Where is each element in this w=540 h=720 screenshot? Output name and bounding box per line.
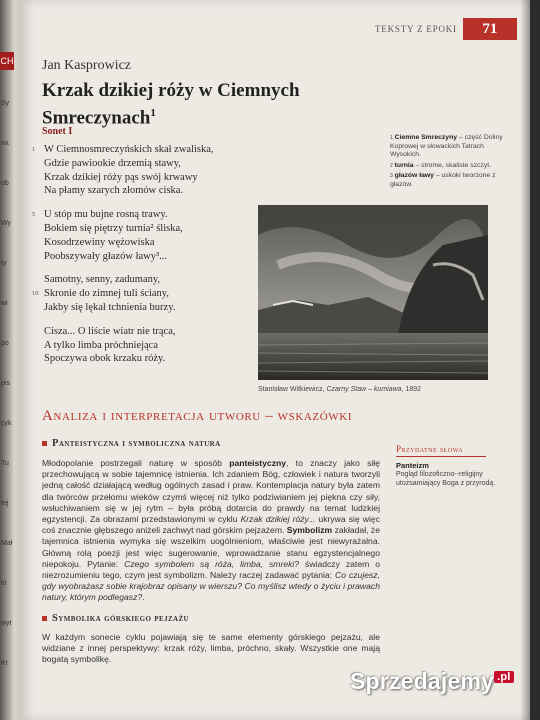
left-page-fragment: tw. (1, 140, 10, 147)
poem-line (36, 339, 214, 353)
poem-line-text: Cisza... O liście wiatr nie trąca, (44, 325, 176, 337)
poem-line-text: Bokiem się piętrzy turnia² śliska, (44, 222, 183, 234)
footnote-text: – część Doliny Koprowej w słowackich Tatrach Wysokich. (390, 134, 503, 159)
section1-heading: Panteistyczna i symboliczna natura (42, 438, 221, 449)
page-number: 71 (463, 18, 517, 40)
section1-text: Młodopolanie postrzegali naturę w sposób panteistyczny, to znaczy jako siłę przechowującą w sobie tajemnicę istnienia. Ich zdaniem Bóg, człowiek i natura tworzyli jedną całość działającą według ogólnych zasad i praw. Kontemplacja natury była zatem dla twórców przełomu wieków czymś więcej niż tylko podziwianiem jej piękna czy siły, wsłuchiwaniem się w jej rytm – była próbą dotarcia do prawdy na temat ludzkiej egzystencji. Za obrazami przedstawionymi w cyklu Krzak dzikiej róży... ukrywa się więc coś znacznie głębszego aniżeli zachwyt nad górskim pejzażem. Symbolizm zakładał, że tajemnica istnienia wymyka się wszelkim uogólnieniom, właściwie jest niewyrażalna. Główną rolą poezji jest więc sugerowanie, wprowadzanie stanu egzystencjalnego niepokoju. Pytanie: Czego symbolem są róża, limba, smreki? świadczy zatem o niezrozumieniu tego, czym jest symbolizm. Należy raczej zadawać pytania: Co czujesz, gdy wyobrażasz sobie krajobraz opisany w wierszu? Co myślisz wtedy o życiu i prawach natury, którym podlegasz?. (42, 458, 380, 603)
page-header (375, 18, 517, 40)
useful-words-heading: Przydatne słowa (396, 444, 486, 457)
site-watermark: Sprzedajemy $^{.pl}$ (350, 668, 514, 695)
stanza-gap (36, 198, 214, 208)
poem-line-text: Samotny, senny, zadumany, (44, 274, 161, 286)
footnote-text: – uskoki tworzone z głazów. (390, 172, 496, 188)
author-name: Jan Kasprowicz (42, 58, 132, 73)
poem-line (36, 250, 214, 264)
poem-title: Krzak dzikiej róży w Ciemnych Smreczynach$^1$ (42, 80, 300, 129)
bullet-square-icon (42, 441, 47, 446)
line-number: 5 (32, 211, 36, 219)
section2-text: W każdym sonecie cyklu pojawiają się te same elementy górskiego pejzażu, ale widziane z innej perspektywy: krzak róży, limba, próchno, skały. Wszystkie one mają bogatą symbolikę. (42, 632, 380, 665)
footnote (390, 162, 510, 171)
poem-line-text: Gdzie pawiookie drzemią stawy, (44, 157, 181, 169)
left-page-fragment: Tu (1, 460, 9, 467)
footnote-number: 2 (390, 162, 393, 169)
poem-line-text: Kosodrzewiny wężowiska (44, 236, 155, 248)
poem-line-text: W Ciemnosmreczyńskich skał zwaliska, (44, 144, 214, 155)
left-page-fragment: kt (1, 580, 7, 587)
header-section: TEKSTY Z EPOKI (375, 24, 457, 34)
poem-line (36, 222, 214, 236)
painting-image (258, 205, 488, 380)
stanza-gap (36, 263, 214, 273)
footnote-number: 3 (390, 173, 393, 180)
left-page-fragment: Kr (1, 660, 8, 667)
page-edge-shadow (520, 0, 530, 720)
section2-heading: Symbolika górskiego pejzażu (42, 613, 189, 624)
poem-text (32, 143, 214, 366)
poem-line (32, 208, 214, 222)
footnote-number: 1 (390, 135, 393, 141)
bullet-square-icon (42, 616, 47, 621)
left-page-fragment: ob (1, 180, 9, 187)
left-page-edge (0, 0, 20, 720)
poem-line (32, 143, 214, 157)
left-page-fragment: wyt (1, 620, 12, 627)
poem-line-text: Na płamy szarych złomów ciska. (44, 185, 184, 197)
analysis-heading: Analiza i interpretacja utworu – wskazówki (42, 408, 353, 424)
stanza-gap (36, 315, 214, 325)
poem-line (36, 171, 214, 185)
left-page-tab: CH (0, 52, 14, 70)
footnote-term: głazów ławy (394, 172, 434, 180)
left-page-fragment: Mał (1, 540, 13, 547)
left-page-fragment: Sy (1, 100, 10, 107)
poem-line-text: Spoczywa obok krzaku róży. (44, 353, 166, 365)
poem-line (36, 325, 214, 339)
poem-line (36, 236, 214, 250)
poem-line-text: Skronie do zimnej tuli ściany, (44, 288, 170, 300)
left-page-fragment: tej (1, 500, 9, 507)
poem-line-text: U stóp mu bujne rosną trawy. (44, 209, 168, 221)
book-page (20, 0, 530, 720)
useful-word-desc: Pogląd filozoficzno--religijny utożsamiający Boga z przyrodą. (396, 471, 496, 487)
line-number: 1 (32, 146, 36, 153)
poem-line (32, 287, 214, 301)
painting-caption: Stanisław Witkiewicz, Czarny Staw – kumiawa, 1892 (258, 386, 422, 393)
left-page-fragment: pis (1, 380, 10, 387)
footnote-term: turnia (394, 161, 414, 169)
left-page-fragment: wi (1, 300, 8, 307)
sonnet-label: Sonet I (42, 126, 73, 137)
footnote (390, 134, 510, 160)
left-page-fragment: cyk (1, 420, 12, 427)
poem-line (36, 157, 214, 171)
footnote-term: Ciemne Smreczyny (394, 134, 458, 141)
footnote-text: – strome, skaliste szczyt. (413, 161, 491, 169)
left-page-fragment: po (1, 340, 9, 347)
poem-line-text: Poobszywały głazów ławy³... (44, 250, 168, 262)
poem-line (36, 184, 214, 198)
poem-line-text: Jakby się lękał tchnienia burzy. (44, 301, 176, 313)
footnotes (390, 134, 510, 192)
poem-line (36, 352, 214, 366)
footnote (390, 172, 510, 189)
left-page-fragment: Wy (1, 220, 12, 227)
poem-line-text: A tylko limba próchniejąca (44, 339, 159, 351)
poem-line (36, 273, 214, 287)
useful-words-box (396, 444, 506, 488)
useful-word-term: Panteizm (396, 461, 429, 470)
poem-line-text: Krzak dzikiej róży pąs swój krwawy (44, 171, 198, 183)
left-page-fragment: ty (1, 260, 7, 267)
poem-line (36, 301, 214, 315)
line-number: 10 (32, 290, 39, 298)
